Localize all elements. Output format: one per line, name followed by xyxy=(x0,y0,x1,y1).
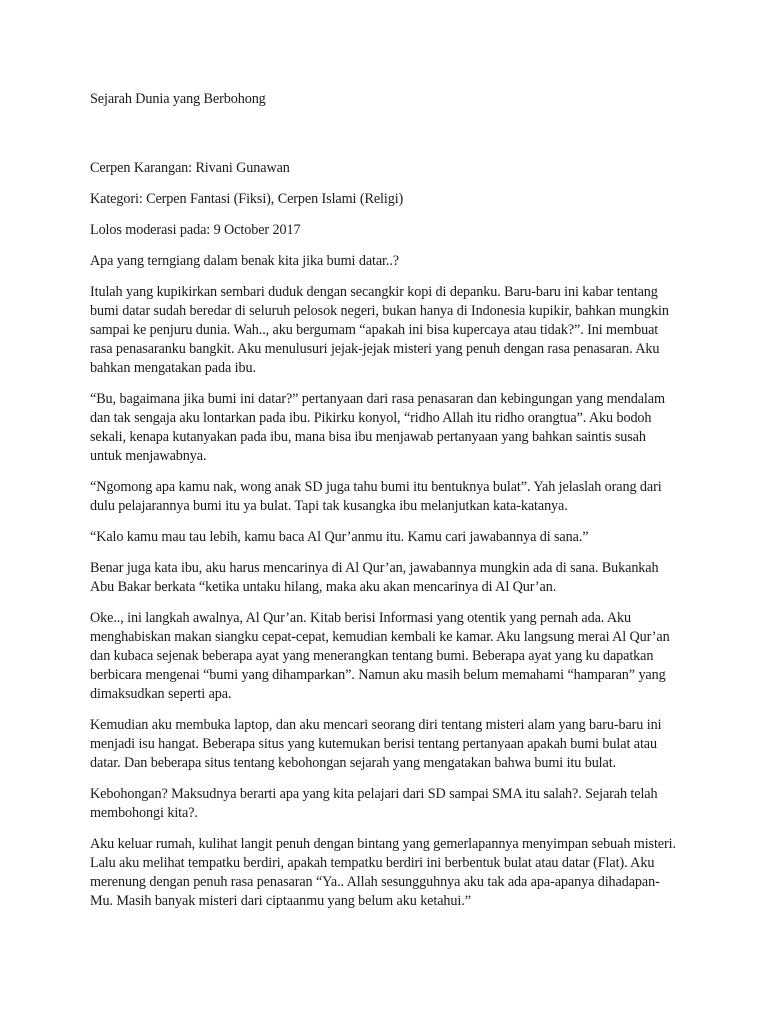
paragraph: Apa yang terngiang dalam benak kita jika bumi datar..? xyxy=(90,253,399,269)
category-line: Kategori: Cerpen Fantasi (Fiksi), Cerpen Islami (Religi) xyxy=(90,191,404,207)
paragraph: Oke.., ini langkah awalnya, Al Qur’an. Kitab berisi Informasi yang otentik yang pernah ada. Aku menghabiskan makan siangku cepat-cepat, kemudian kembali ke kamar. Aku langsung merai Al Qur’an dan kubaca sejenak beberapa ayat yang menerangkan tentang bumi. Beberapa ayat yang ku dapatkan berbicara mengenai “bumi yang dihamparkan”. Namun aku masih belum memahami “hamparan” yang dimaksudkan seperti apa. xyxy=(90,610,670,702)
paragraph: “Bu, bagaimana jika bumi ini datar?” pertanyaan dari rasa penasaran dan kebingungan yang mendalam dan tak sengaja aku lontarkan pada ibu. Pikirku konyol, “ridho Allah itu ridho orangtua”. Aku bodoh sekali, kenapa kutanyakan pada ibu, mana bisa ibu menjawab pertanyaan yang bahkan saintis susah untuk menjawabnya. xyxy=(90,391,665,464)
document-title: Sejarah Dunia yang Berbohong xyxy=(90,91,266,107)
paragraph: Aku keluar rumah, kulihat langit penuh dengan bintang yang gemerlapannya menyimpan sebuah misteri. Lalu aku melihat tempatku berdiri, apakah tempatku berdiri ini berbentuk bulat atau datar (Flat). Aku merenung dengan penuh rasa penasaran “Ya.. Allah sesungguhnya aku tak ada apa-apanya dihadapan-Mu. Masih banyak misteri dari ciptaanmu yang belum aku ketahui.” xyxy=(90,836,676,909)
paragraph: Itulah yang kupikirkan sembari duduk dengan secangkir kopi di depanku. Baru-baru ini kabar tentang bumi datar sudah beredar di seluruh pelosok negeri, bukan hanya di Indonesia kupikir, bahkan mungkin sampai ke penjuru dunia. Wah.., aku bergumam “apakah ini bisa kupercaya atau tidak?”. Ini membuat rasa penasaranku bangkit. Aku menulusuri jejak-jejak misteri yang penuh dengan rasa penasaran. Aku bahkan mengatakan pada ibu. xyxy=(90,284,669,376)
moderation-line: Lolos moderasi pada: 9 October 2017 xyxy=(90,222,301,238)
paragraph: Kemudian aku membuka laptop, dan aku mencari seorang diri tentang misteri alam yang baru-baru ini menjadi isu hangat. Beberapa situs yang kutemukan berisi tentang pertanyaan apakah bumi bulat atau datar. Dan beberapa situs tentang kebohongan sejarah yang mengatakan bahwa bumi itu bulat. xyxy=(90,717,662,771)
paragraph: “Kalo kamu mau tau lebih, kamu baca Al Qur’anmu itu. Kamu cari jawabannya di sana.” xyxy=(90,529,589,545)
paragraph: “Ngomong apa kamu nak, wong anak SD juga tahu bumi itu bentuknya bulat”. Yah jelaslah orang dari dulu pelajarannya bumi itu ya bulat. Tapi tak kusangka ibu melanjutkan kata-katanya. xyxy=(90,479,662,514)
author-line: Cerpen Karangan: Rivani Gunawan xyxy=(90,160,290,176)
paragraph: Kebohongan? Maksudnya berarti apa yang kita pelajari dari SD sampai SMA itu salah?. Sejarah telah membohongi kita?. xyxy=(90,786,658,821)
paragraph: Benar juga kata ibu, aku harus mencarinya di Al Qur’an, jawabannya mungkin ada di sana. Bukankah Abu Bakar berkata “ketika untaku hilang, maka aku akan mencarinya di Al Qur’an. xyxy=(90,560,659,595)
document-body xyxy=(90,90,676,923)
